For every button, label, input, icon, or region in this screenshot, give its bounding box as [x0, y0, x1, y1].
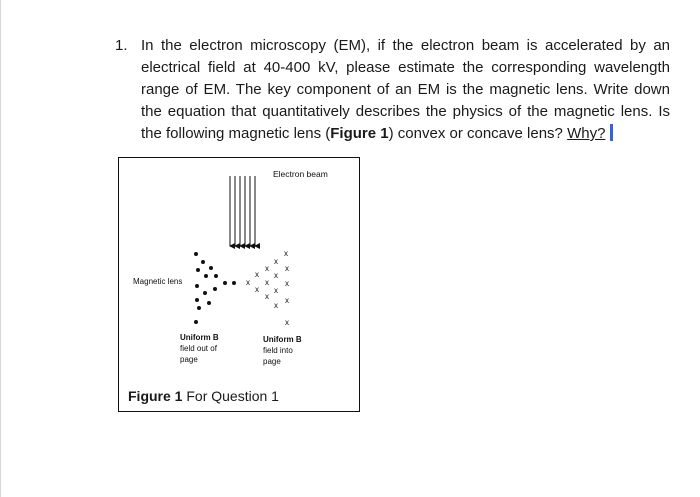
dot [203, 291, 207, 295]
dot [197, 306, 201, 310]
electron-beam-arrows [230, 176, 255, 246]
figure-caption [128, 388, 279, 404]
cross: x [285, 264, 289, 273]
dot [201, 260, 205, 264]
field-out-line-1: Uniform B [180, 333, 219, 342]
magnetic-lens-label: Magnetic lens [133, 277, 183, 286]
caption-label: Figure 1 [128, 388, 183, 404]
electron-beam-label: Electron beam [273, 169, 328, 179]
dot [196, 268, 200, 272]
field-into-line-1: Uniform B [263, 335, 302, 344]
question-text [141, 35, 670, 145]
dot [232, 281, 236, 285]
cross: x [246, 278, 250, 287]
cross: x [265, 278, 269, 287]
field-out-dots [194, 252, 236, 324]
question-body: In the electron microscopy (EM), if the electron beam is accelerated by an electrical field at 40-400 kV, please estimate the corresponding wavelength range of EM. The key component of an EM is the magnetic lens. Write down the equation that quantitatively describes the physics of the magnetic lens. Is the following magnetic lens ( [141, 37, 670, 142]
text-cursor [610, 124, 613, 141]
dot [204, 274, 208, 278]
cross: x [265, 292, 269, 301]
field-into-crosses [246, 249, 289, 327]
dot [209, 266, 213, 270]
field-out-line-3: page [180, 355, 198, 364]
field-into-label [263, 335, 304, 366]
cross: x [285, 318, 289, 327]
cross: x [255, 285, 259, 294]
dot [194, 252, 198, 256]
question-number: 1. [115, 37, 128, 54]
cross: x [255, 270, 259, 279]
magnetic-lens-diagram [119, 158, 361, 413]
field-into-line-2: field into [263, 346, 293, 355]
cross: x [274, 286, 278, 295]
page-edge [0, 0, 1, 497]
dot [207, 301, 211, 305]
dot [223, 281, 227, 285]
dot [195, 298, 199, 302]
field-out-label [180, 333, 221, 364]
caption-text: For Question 1 [182, 388, 279, 404]
figure-reference: Figure 1 [330, 125, 389, 142]
field-into-line-3: page [263, 357, 281, 366]
cross: x [265, 264, 269, 273]
dot [194, 320, 198, 324]
cross: x [284, 249, 288, 258]
cross: x [274, 257, 278, 266]
figure-1 [118, 157, 360, 412]
field-out-line-2: field out of [180, 344, 217, 353]
cross: x [274, 301, 278, 310]
question-1 [115, 35, 670, 145]
cross: x [274, 271, 278, 280]
why-link: Why? [567, 125, 606, 142]
question-body-end: ) convex or concave lens? [388, 125, 568, 142]
dot [213, 287, 217, 291]
dot [195, 284, 199, 288]
dot [214, 274, 218, 278]
cross: x [285, 279, 289, 288]
cross: x [285, 296, 289, 305]
